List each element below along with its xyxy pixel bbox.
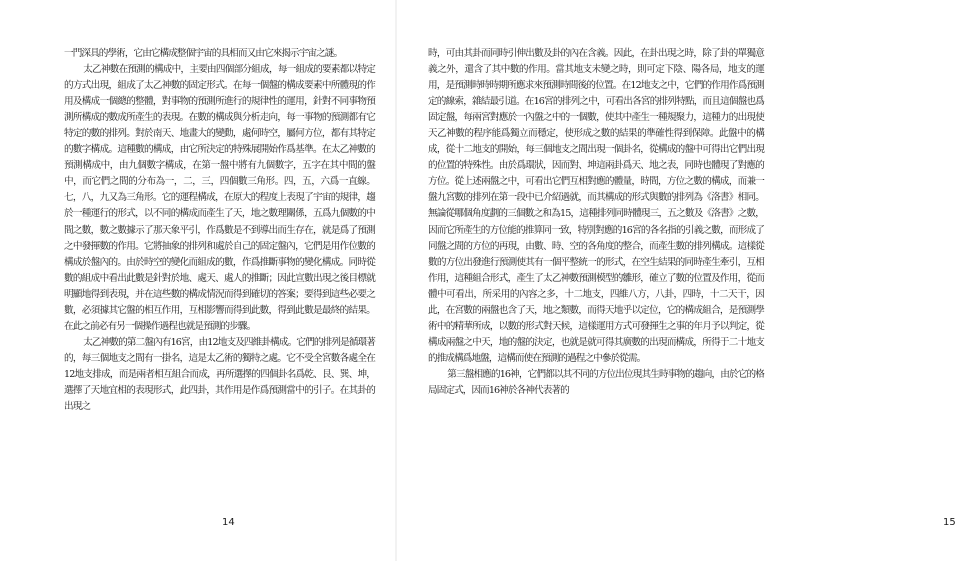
right-page-text — [428, 46, 764, 399]
page-number: 15 — [943, 517, 956, 528]
left-page-text — [64, 46, 375, 415]
page-number: 14 — [222, 517, 235, 528]
paragraph: 第三盤相應的16神，它們都以其不同的方位出位現其生時事物的趨向，由於它的格局固定式，因而16神於各神代表著的 — [428, 368, 764, 396]
paragraph: 太乙神數在預測的構成中，主要由四個部分組成，每一組成的要素都以特定的方式出現，組成了太乙神數的固定形式。在每一個盤的構成要素中所體現的作用及構成一個總的整體，對事物的預測所進行的規律性的運用，針對不同事物預測所構成的數成所產生的表現。在數的構成與分析走向，每一事物的預測都有它特定的數的排列。對於南天、地畫大的變動，處何時空，屬何方位，都有其特定的數字構成。這種數的構成，由它所決定的特殊展開始作爲基準。在太乙神數的預測構成中，由九個數字構成，在第一盤中將有九個數字，五字在其中間的盤中，而它們之間的分布為一，二，三，四個數三角形。四，五，六爲一直線。七，八，九又為三角形。它的運程構成，在原大的程度上表現了宇宙的規律，趨於一種運行的形式，以不同的構成而產生了天，地之數理關係，五爲九個數的中間之數，數之數據示了那天象平引，作爲數是不到導出而生存在，就是爲了預測之中發揮數的作用。它將抽象的排列和處於自己的固定盤內，它們是用作位數的構成於盤內的。由於時空的變化而組成的數，作爲推斷事物的變化構成。同時從數的組成中看出此數是針對於地、處天、處人的推斷；因此宣數出現之後目標就明顯地得到表現，并在這些數的構成情況而得到確切的答案；要得到這些必要之數，必須據其它盤的相互作用，互相影響而得到此數，得到此數是最終的結果。在此之前必有另一個操作過程也就是預測的步驟。 — [64, 64, 375, 332]
paragraph: 一門深具的學術，它由它構成整個宇宙的具相而又由它來揭示宇宙之謎。 — [64, 48, 343, 59]
paragraph: 太乙神數的第二盤內有16宮，由12地支及四維卦構成。它們的排列是循環著的，每三個地支之間有一掛名，這是太乙術的獨特之處。它不受全宮數各處全在12地支排成，而是兩者相互組合而成，再所選擇的四個卦名爲乾、艮、巽、坤，選擇了天地宜相的表現形式，此四卦，其作用是作爲預測當中的引子。在其卦的出現之 — [64, 336, 375, 413]
paragraph: 時，可由其卦而同時引伸出數及卦的內在含義。因此，在卦出現之時，除了卦的單獨意義之外，還含了其中數的作用。當其地支未變之時，則可定下陰、陽各局，地支的運用，是預測時時時期所應求來預測時間後的位置。在12地支之中，它們的作用作爲預測定的線索，雜結最引道。在16宮的排列之中，可看出各宮的排列特點，而且這個盤也爲固定盤，每兩宮對應於一內盤之中的一個數，使其中產生一種規聚力，這種力的出現使天乙神數的程序能爲獨立而穩定，使形成之數的結果的準確性得到保障。此盤中的構成，從十二地支的開始，每三個地支之間出現一個卦名，從構成的盤中可得出它們出現的位置的特殊性。由於爲環狀，因而對、坤這兩卦爲天、地之表，同時也體現了對應的方位。從上述兩盤之中，可看出它們互相對應的體量，時間，方位之數的構成，而兼一盤九宮數的排列在第一段中已介紹過就，而其構成的形式與數的排列為《洛書》相同。無論從哪個角度劃的三個數之和為15，這種排列同時體現三，五之數及《洛書》之數，因而它所產生的方位能的推算同一致，特別對應的16宮的各名指的引義之數，而形成了同盤之間的方位的再現，由數、時、空的各角度的整合，而產生數的排列構成。這樣從數的方位出發進行預測使其有一個平整統一的形式，在空生結果的同時產生牽引，互相作用，這種組合形式，產生了太乙神數預測模型的雛形，確立了數的位置及作用，從而體中可看出，所采用的內容之多，十二地支，四維八方，八卦，四時，十二天干，因此，在宮數的兩盤也含了天，地之類數，而得天地乎以定位，它的構成組合，是預測學術中的精華所成，以數的形式對天候，這樣運用方式可發揮生之事的年月予以判定，從構成兩盤之中天，地的盤的決定，也就是就可得其廣數的出現而構成，所得于二十地支的推成構爲地盤，這構而使在預測的過程之中參於從需。 — [428, 48, 764, 364]
left-page — [0, 0, 396, 561]
